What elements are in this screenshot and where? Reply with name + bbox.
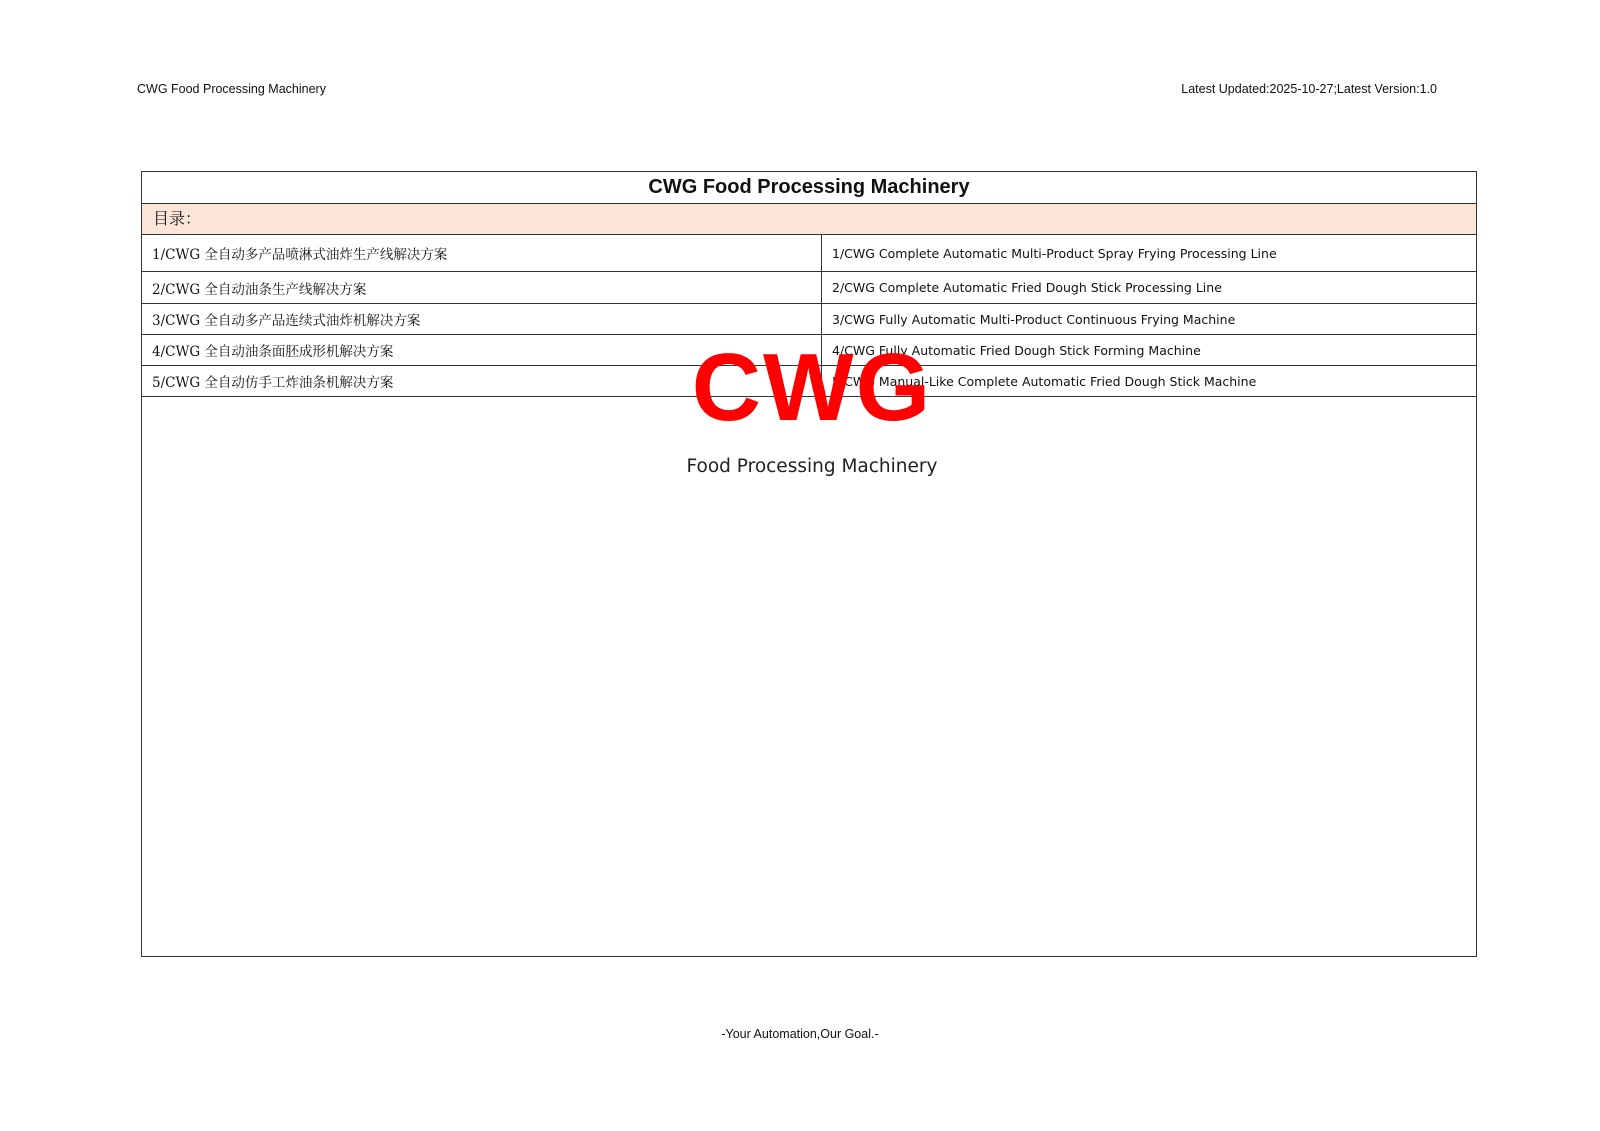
footer-tagline: -Your Automation,Our Goal.- bbox=[721, 1027, 879, 1041]
company-logo: CWG bbox=[691, 334, 933, 441]
toc-item-cn: 5/CWG 全自动仿手工炸油条机解决方案 bbox=[142, 366, 822, 396]
header-version-info: Latest Updated:2025-10-27;Latest Version:1.0 bbox=[1181, 82, 1437, 96]
logo-area bbox=[142, 172, 1478, 958]
toc-label: 目录： bbox=[142, 204, 1476, 235]
toc-item-en: 4/CWG Fully Automatic Fried Dough Stick Forming Machine bbox=[832, 342, 1201, 358]
toc-item-en: 1/CWG Complete Automatic Multi-Product Spray Frying Processing Line bbox=[832, 245, 1277, 261]
header-company-name: CWG Food Processing Machinery bbox=[137, 82, 326, 96]
toc-item-en: 5/CWG Manual-Like Complete Automatic Fried Dough Stick Machine bbox=[832, 373, 1257, 389]
toc-item-cn: 1/CWG 全自动多产品喷淋式油炸生产线解决方案 bbox=[142, 235, 822, 271]
toc-item-en: 3/CWG Fully Automatic Multi-Product Continuous Frying Machine bbox=[832, 311, 1236, 327]
logo-subtitle: Food Processing Machinery bbox=[686, 456, 938, 477]
toc-item-cn: 3/CWG 全自动多产品连续式油炸机解决方案 bbox=[142, 304, 822, 334]
document-frame bbox=[141, 171, 1477, 957]
toc-item-en: 2/CWG Complete Automatic Fried Dough Stick Processing Line bbox=[832, 280, 1222, 295]
toc-item-cn: 4/CWG 全自动油条面胚成形机解决方案 bbox=[142, 335, 822, 365]
document-title: CWG Food Processing Machinery bbox=[142, 172, 1476, 204]
toc-item-cn: 2/CWG 全自动油条生产线解决方案 bbox=[142, 272, 822, 303]
